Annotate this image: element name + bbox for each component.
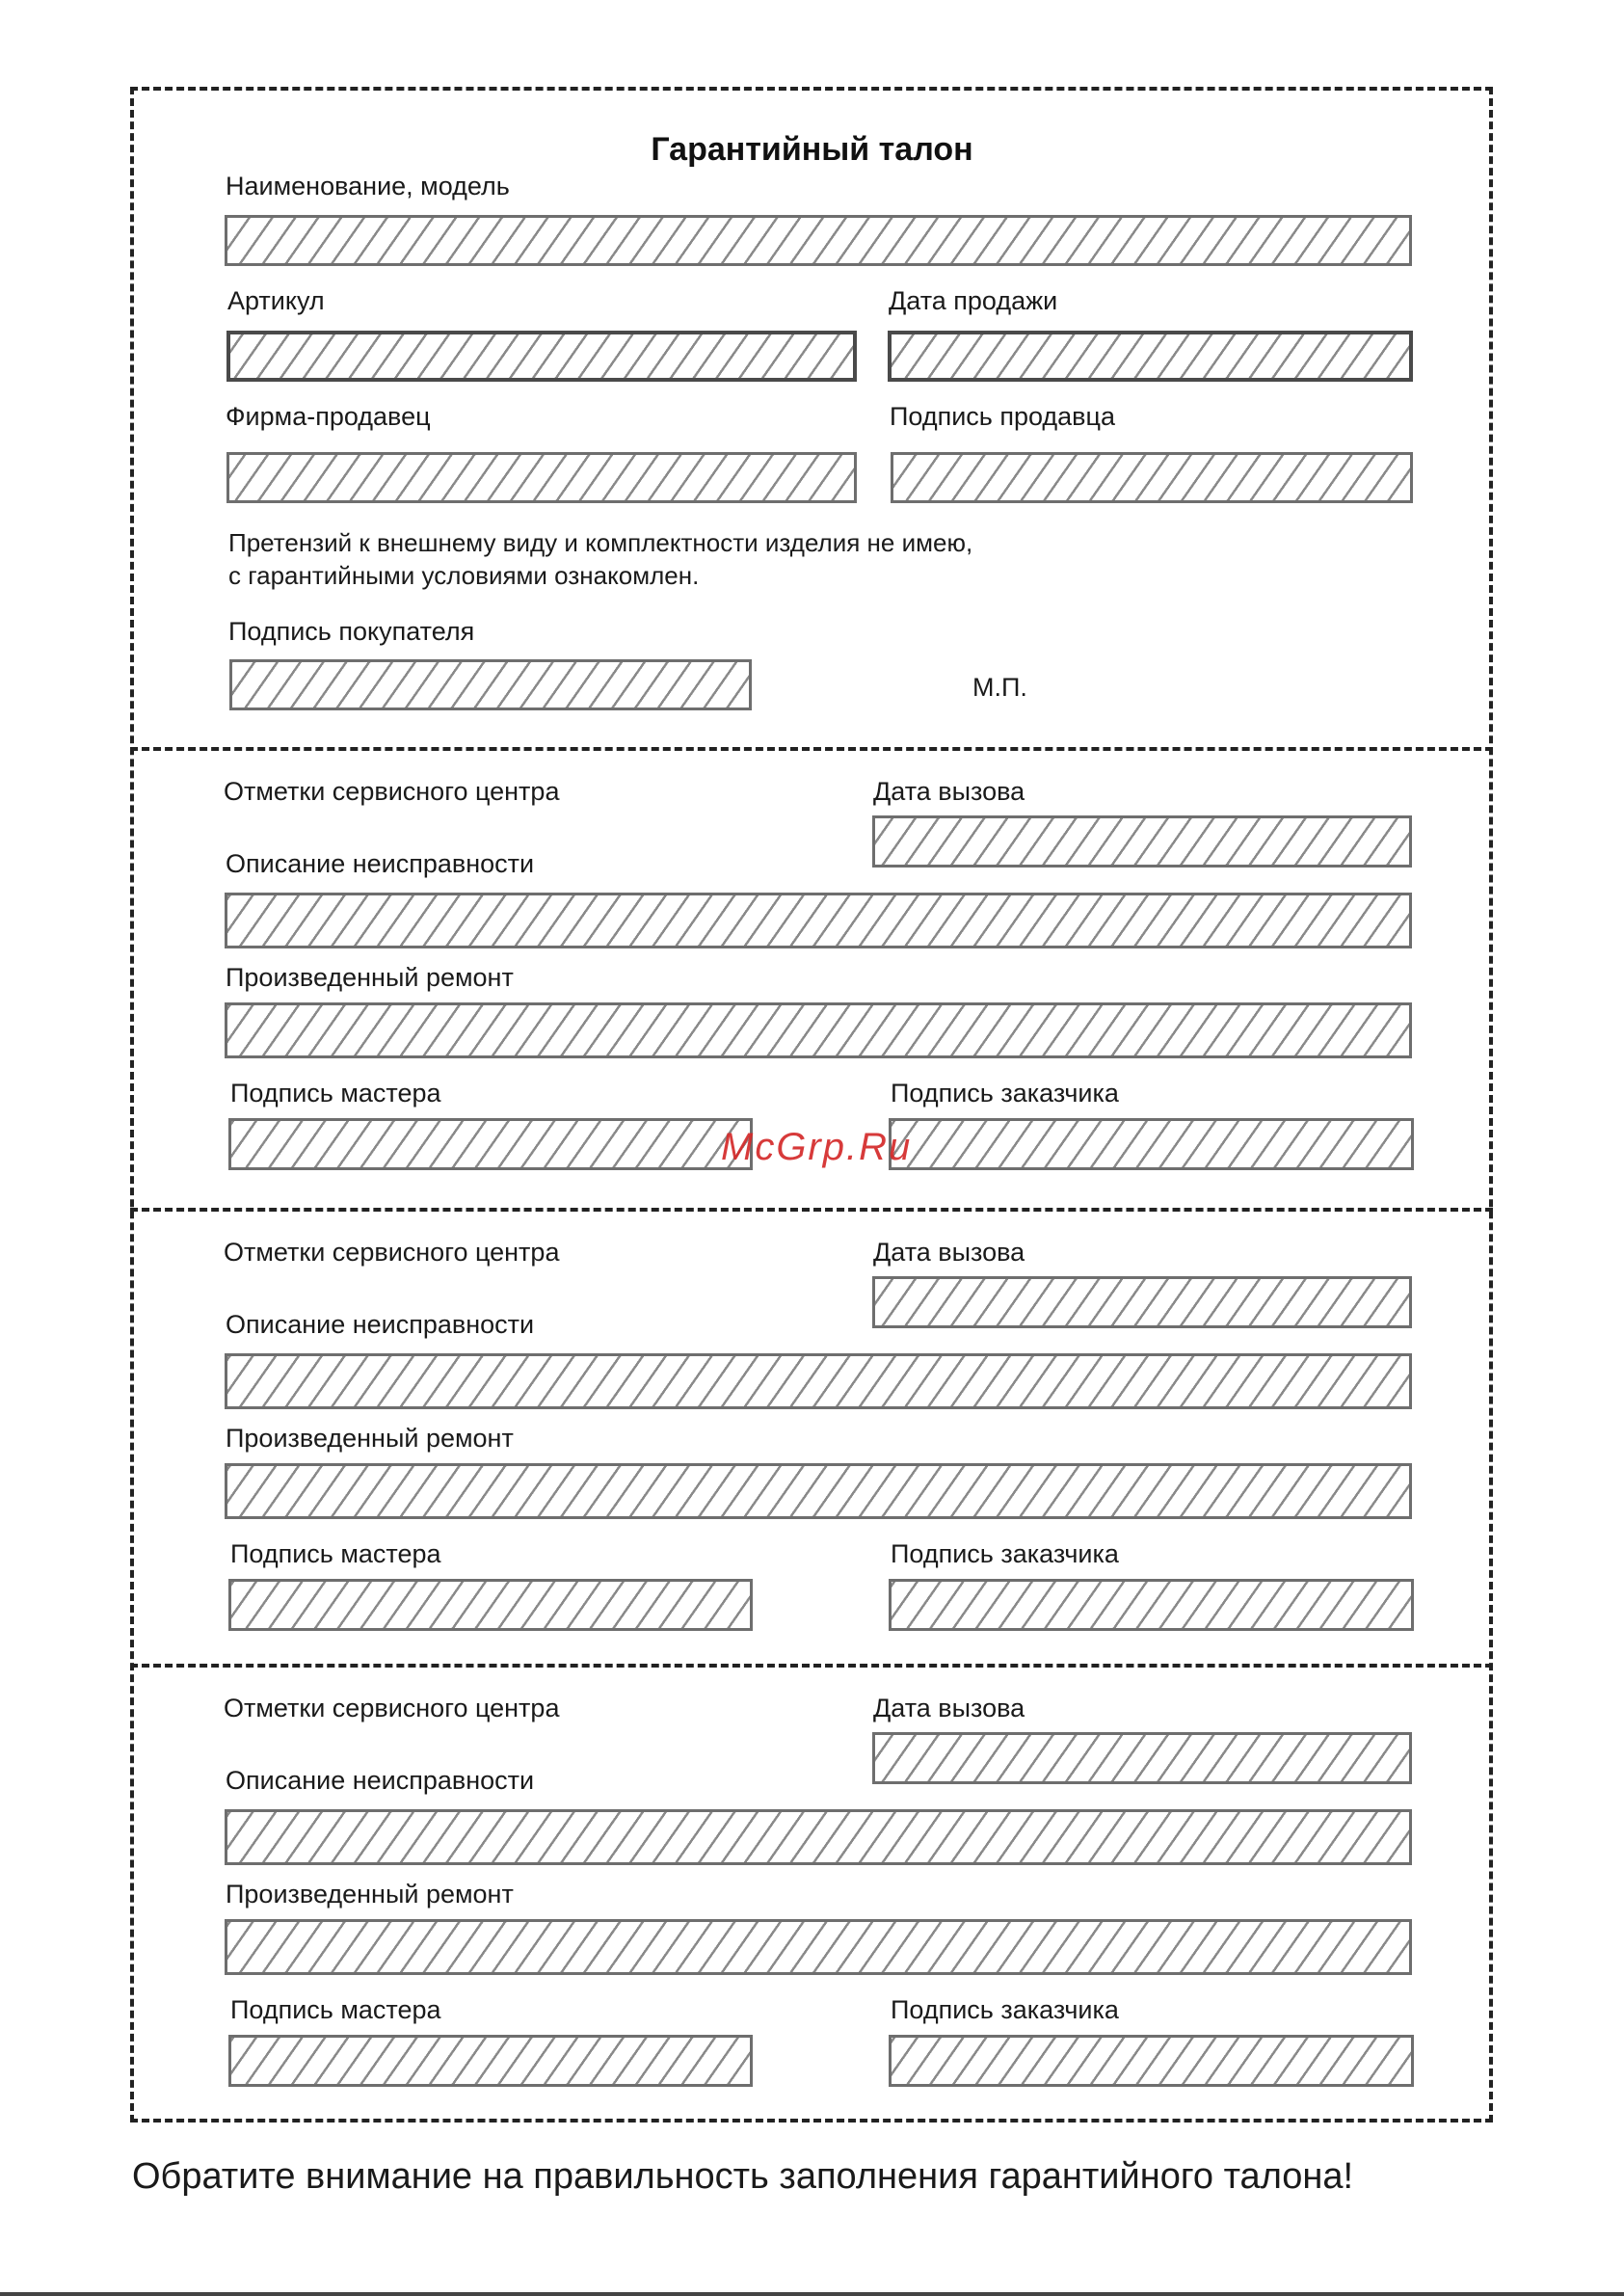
call-date-field[interactable] xyxy=(872,1276,1412,1328)
seller-firm-label: Фирма-продавец xyxy=(226,402,431,431)
service-marks-label: Отметки сервисного центра xyxy=(224,1238,560,1267)
service-marks-label: Отметки сервисного центра xyxy=(224,1694,560,1722)
master-signature-label: Подпись мастера xyxy=(230,1079,441,1108)
section-divider xyxy=(130,1664,1493,1668)
repair-label: Произведенный ремонт xyxy=(226,1880,514,1909)
customer-signature-label: Подпись заказчика xyxy=(891,1539,1119,1568)
section-divider xyxy=(130,747,1493,751)
name-model-label: Наименование, модель xyxy=(226,172,510,200)
sale-date-label: Дата продажи xyxy=(889,286,1058,315)
customer-signature-label: Подпись заказчика xyxy=(891,1995,1119,2024)
seller-signature-label: Подпись продавца xyxy=(890,402,1116,431)
call-date-label: Дата вызова xyxy=(873,1238,1025,1267)
master-signature-field[interactable] xyxy=(228,1579,753,1631)
repair-field[interactable] xyxy=(225,1919,1412,1975)
customer-signature-field[interactable] xyxy=(889,2035,1414,2087)
fault-description-field[interactable] xyxy=(225,1809,1412,1865)
section-divider xyxy=(130,1208,1493,1212)
repair-label: Произведенный ремонт xyxy=(226,963,514,992)
repair-field[interactable] xyxy=(225,1463,1412,1519)
page-title: Гарантийный талон xyxy=(651,131,973,168)
seller-signature-field[interactable] xyxy=(891,452,1413,503)
service-marks-label: Отметки сервисного центра xyxy=(224,777,560,806)
repair-label: Произведенный ремонт xyxy=(226,1424,514,1453)
fault-description-field[interactable] xyxy=(225,1353,1412,1409)
sale-date-field[interactable] xyxy=(888,331,1413,382)
call-date-label: Дата вызова xyxy=(873,1694,1025,1722)
claim-text-line-2: с гарантийными условиями ознакомлен. xyxy=(228,561,700,590)
call-date-field[interactable] xyxy=(872,815,1412,868)
footer-note: Обратите внимание на правильность заполнения гарантийного талона! xyxy=(132,2156,1354,2197)
fault-description-label: Описание неисправности xyxy=(226,1766,535,1795)
article-label: Артикул xyxy=(227,286,325,315)
customer-signature-field[interactable] xyxy=(889,1118,1414,1170)
fault-description-label: Описание неисправности xyxy=(226,1310,535,1339)
claim-text-line-1: Претензий к внешнему виду и комплектности изделия не имею, xyxy=(228,528,973,557)
seller-firm-field[interactable] xyxy=(226,452,857,503)
master-signature-label: Подпись мастера xyxy=(230,1995,441,2024)
name-model-field[interactable] xyxy=(225,215,1412,266)
customer-signature-label: Подпись заказчика xyxy=(891,1079,1119,1108)
call-date-label: Дата вызова xyxy=(873,777,1025,806)
repair-field[interactable] xyxy=(225,1002,1412,1058)
bottom-edge-line xyxy=(0,2292,1624,2296)
master-signature-field[interactable] xyxy=(228,1118,753,1170)
buyer-signature-field[interactable] xyxy=(229,659,752,710)
call-date-field[interactable] xyxy=(872,1732,1412,1784)
article-field[interactable] xyxy=(226,331,857,382)
master-signature-label: Подпись мастера xyxy=(230,1539,441,1568)
stamp-label: М.П. xyxy=(972,673,1027,702)
buyer-signature-label: Подпись покупателя xyxy=(228,617,475,646)
customer-signature-field[interactable] xyxy=(889,1579,1414,1631)
master-signature-field[interactable] xyxy=(228,2035,753,2087)
watermark: McGrp.Ru xyxy=(721,1126,913,1168)
fault-description-label: Описание неисправности xyxy=(226,849,535,878)
fault-description-field[interactable] xyxy=(225,893,1412,948)
